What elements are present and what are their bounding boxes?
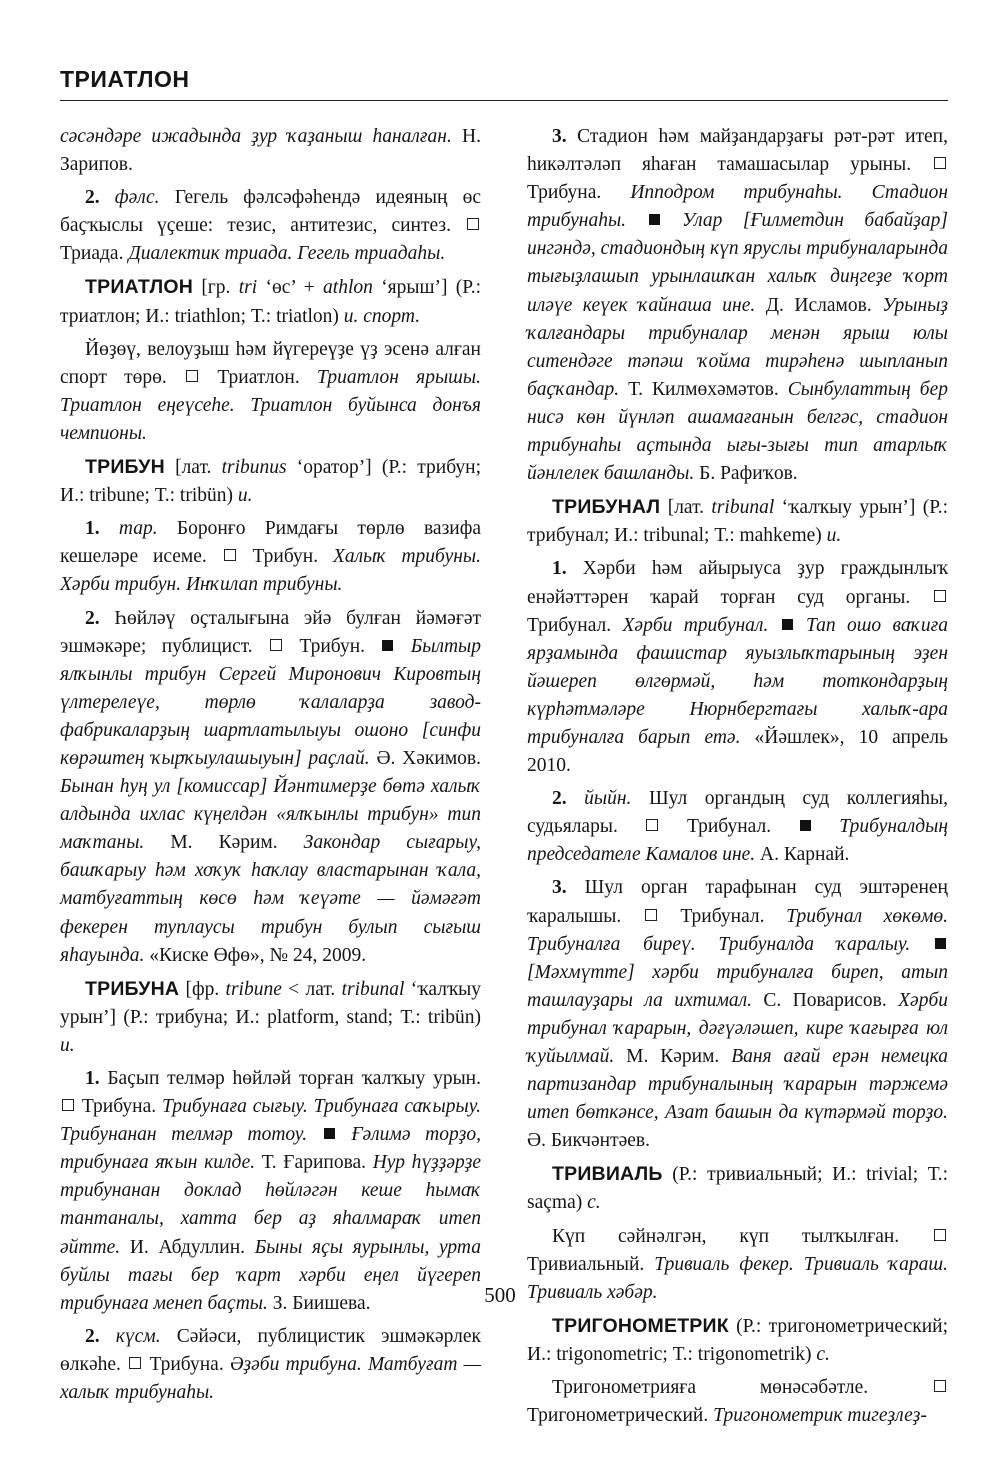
headword: ТРИБУНАЛ [552, 496, 661, 519]
empty-square-icon [62, 1099, 74, 1111]
text-run: «Йәшлек», 10 апрель 2010. [527, 726, 948, 777]
italic-text: Быны яҫы яурынлы, урта буйлы тағы бер ҡарт хәрби еңел йүгереп трибунаға менеп баҫты. [60, 1236, 481, 1314]
entry-paragraph [527, 555, 948, 780]
columns [60, 123, 948, 1435]
sense-number: 2. [85, 607, 100, 629]
italic-text: сәсәндәре ижадында ҙур ҡаҙаныш һаналған. [60, 126, 452, 147]
sense-number: 1. [85, 1068, 100, 1089]
italic-text: и. [237, 485, 253, 507]
italic-text: Әҙәби трибуна. Матбуғат — халыҡ трибунаһы. [60, 1353, 482, 1404]
running-head: ТРИАТЛОН [60, 62, 948, 101]
text-run: ‘өс’ + [257, 277, 324, 299]
text-run: Тривиальный. [527, 1253, 655, 1275]
black-square-icon [800, 820, 811, 831]
text-run: [гр. [193, 277, 239, 299]
headword: ТРИБУНА [85, 977, 180, 1000]
italic-text: фәлс. [99, 187, 160, 209]
text-run: Боронғо Римдағы төрлө вазифа кешеләре исеме. [60, 518, 481, 568]
italic-text: Халыҡ трибуны. Хәрби трибун. Инҡилап трибуны. [60, 546, 481, 596]
sense-number: 3. [552, 126, 567, 147]
italic-text: Сынбулаттың бер нисә көн йүнләп ашамағанын белгәс, стадион трибунаһы аҫтында ығы-зығы тип атарлыҡ йәнлелек башланды. [527, 378, 948, 485]
text-run: Триатлон. [200, 366, 318, 388]
empty-square-icon [934, 1380, 946, 1392]
text-run: Д. Исламов. [755, 294, 883, 316]
text-run: Күп сәйнәлгән, күп тылҡылған. [552, 1225, 932, 1247]
empty-square-icon [934, 157, 946, 169]
text-run: ‘ҡалҡыу урын’] (Р.: трибунал; И.: tribunal; Т.: mahkeme) [527, 497, 948, 547]
sense-number: 3. [552, 877, 567, 899]
text-run: А. Карнай. [755, 844, 850, 866]
empty-square-icon [467, 218, 479, 230]
italic-text: Хәрби трибунал ҡарарын, дәғүәләшеп, кире ҡағырға юл ҡуйылмай. [527, 989, 948, 1067]
text-run: Йөҙөү, велоуҙыш һәм йүгереүҙе үҙ эсенә алған спорт төрө. [60, 338, 481, 388]
entry-paragraph [60, 453, 481, 510]
empty-square-icon [186, 370, 198, 382]
entry-paragraph [60, 273, 481, 330]
headword: ТРИБУН [85, 456, 165, 479]
entry-paragraph [60, 1323, 481, 1407]
sense-number: 2. [85, 187, 100, 209]
text-run: Трибуна. [527, 182, 631, 204]
empty-square-icon [934, 1229, 946, 1241]
text-run: ‘оратор’] (Р.: трибун; И.: tribune; Т.: tribün) [60, 457, 481, 507]
text-run: Трибунал. [658, 905, 787, 927]
text-run: Т. Килмөхәмәтов. [619, 378, 788, 400]
italic-text: Улар [Ғилметдин бабайҙар] ингәндә, стадиондың күп яруслы трибуналарында тығыҙлашып урынлашҡан халыҡ диңгеҙе ҡорт иләүе кеүек ҡайнаша ине. [527, 210, 948, 316]
italic-text: и. спорт. [343, 305, 421, 327]
text-run: Н. Зарипов. [60, 126, 481, 176]
italic-text: Тривиаль фекер. Тривиаль ҡараш. Тривиаль хәбәр. [527, 1253, 948, 1303]
entry-paragraph [527, 1374, 948, 1430]
italic-text: Урыныҙ ҡалғандары трибуналар менән ярыш юлы ситендәге тәпәш ҡойма тирәһенә шыпланып баҫҡандар. [527, 294, 948, 400]
italic-text: tribune [225, 978, 282, 1000]
text-run: Баҫып телмәр һөйләй торған ҡалҡыу урын. [99, 1068, 481, 1089]
sense-number: 1. [552, 558, 567, 580]
black-square-icon [782, 619, 793, 630]
italic-text: Бынан һуң ул [комиссар] Йәнтимерҙе бөтә халыҡ алдында ихлас күңелдән «ялҡынлы трибун» тип маҡтаны. [60, 776, 481, 854]
italic-text: Хәрби трибунал. [622, 614, 780, 636]
italic-text: с. [587, 1192, 601, 1214]
black-square-icon [382, 640, 393, 651]
italic-text: тар. [99, 518, 158, 540]
text-run: (Р.: тривиальный; И.: trivial; Т.: saçma) [527, 1164, 948, 1214]
entry-paragraph [527, 785, 948, 869]
text-run: Ә. Бикчәнтәев. [527, 1130, 650, 1152]
italic-text: tribunal [711, 497, 775, 519]
text-run: < лат. [281, 978, 342, 1000]
text-run: М. Кәрим. [144, 832, 304, 854]
empty-square-icon [646, 819, 658, 831]
italic-text: Трибуналдың председателе Камалов ине. [527, 816, 948, 866]
italic-text: Ваня ағай ерән немецка партизандар трибуналының ҡарарын тәржемә итеп бөткәнсе, Азат башын да күтәрмәй торҙо. [527, 1046, 948, 1124]
text-run: Трибуна. [76, 1096, 163, 1118]
italic-text: күсм. [99, 1325, 161, 1347]
sense-number: 2. [85, 1325, 100, 1347]
italic-text: и. [60, 1034, 75, 1056]
italic-text: [Мәхмүтте] хәрби трибуналға биреп, атып ташлауҙары ла ихтимал. [527, 961, 948, 1011]
sense-number: 1. [85, 518, 100, 540]
italic-text: Триатлон ярышы. Триатлон еңеүсеһе. Триатлон буйынса донъя чемпионы. [60, 366, 481, 444]
text-run: И. Абдуллин. [120, 1236, 255, 1258]
italic-text: Нур һүҙҙәрҙе трибунанан доклад һөйләгән кеше һымаҡ тантаналы, хатта бер аҙ яһалмараҡ итеп әйтте. [60, 1152, 481, 1258]
text-run: Тригонометрияға мөнәсәбәтле. [552, 1377, 932, 1399]
text-run: Трибун. [284, 635, 381, 657]
entry-paragraph [60, 605, 481, 970]
italic-text: tribunus [221, 457, 287, 479]
italic-text: с. [816, 1343, 830, 1365]
black-square-icon [649, 214, 660, 225]
text-run: Трибунал. [660, 816, 798, 838]
entry-paragraph [60, 336, 481, 448]
headword: ТРИГОНОМЕТРИК [552, 1314, 729, 1337]
italic-text: Закондар сығарыу, башҡарыу һәм хоҡуҡ һаҡлау властарынан ҡала, матбуғаттың көсө һәм ҡеүәте — йәмәғәт фекерен туплаусы трибун булып сығыш яһауында. [60, 832, 482, 966]
entry-paragraph [60, 123, 481, 179]
entry-paragraph [60, 1065, 481, 1318]
text-run: Сәйәси, публицистик эшмәкәрлек өлкәһе. [60, 1325, 481, 1375]
text-run: Трибунал. [527, 614, 623, 636]
entry-paragraph [60, 975, 481, 1060]
text-run: С. Поварисов. [752, 989, 899, 1011]
entry-paragraph [60, 184, 481, 268]
text-run: Тригонометрический. [527, 1405, 714, 1427]
text-run: ‘ҡалҡыу урын’] (Р.: трибуна; И.: platform, stand; Т.: tribün) [60, 978, 481, 1028]
entry-paragraph [60, 515, 481, 599]
italic-text: Тригонометрик тигеҙлеҙ- [713, 1405, 927, 1427]
entry-paragraph [527, 123, 948, 488]
page-number: 500 [484, 1283, 516, 1307]
italic-text: Трибунаға сығыу. Трибунаға саҡырыу. Трибунанан телмәр тотоу. [60, 1096, 482, 1146]
empty-square-icon [224, 549, 236, 561]
text-run: Трибун. [237, 546, 333, 568]
text-run: Триада. [60, 243, 129, 265]
text-run: Шул орган тарафынан суд эштәренең ҡаралышы. [527, 877, 948, 927]
headword: ТРИАТЛОН [85, 276, 194, 299]
italic-text: tri [238, 277, 258, 299]
text-run: Шул органдың суд коллегияһы, судьялары. [527, 788, 948, 838]
text-run: (Р.: тригонометрический; И.: trigonometric; Т.: trigonometrik) [527, 1315, 948, 1365]
text-run: [фр. [179, 978, 226, 1000]
text-run: [лат. [660, 497, 712, 519]
empty-square-icon [934, 590, 946, 602]
text-run: Трибуна. [143, 1353, 230, 1375]
black-square-icon [935, 938, 946, 949]
text-run: Хәрби һәм айырыуса ҙур граждынлыҡ енәйәттәрен ҡарай торған суд органы. [527, 558, 948, 608]
empty-square-icon [129, 1357, 141, 1369]
text-run: З. Биишева. [267, 1292, 371, 1314]
right-column [527, 123, 948, 1435]
italic-text: йыйн. [566, 788, 632, 810]
empty-square-icon [270, 639, 282, 651]
text-run: Һөйләү оҫталығына эйә булған йәмәғәт эшмәкәре; публицист. [60, 607, 481, 657]
italic-text: Тап ошо ваҡиға ярҙамында фашистар яуызлыҡтарының эҙен йәшереп өлгөрмәй, һәм тоткондарҙың күрһәтмәләре Нюрнбергтағы халыҡ-ара трибуналға барып етә. [527, 614, 948, 748]
text-run: «Киске Өфө», № 24, 2009. [144, 944, 367, 966]
left-column [60, 123, 481, 1435]
entry-paragraph [527, 1312, 948, 1369]
text-run: ‘ярыш’] (Р.: триатлон; И.: triathlon; Т.: triatlon) [60, 277, 482, 327]
text-run: [лат. [164, 457, 222, 479]
text-run: Ә. Хәкимов. [369, 747, 481, 769]
italic-text: tribunal [341, 978, 405, 1000]
headword: ТРИВИАЛЬ [552, 1163, 663, 1186]
entry-paragraph [527, 874, 948, 1155]
text-run: Б. Рафиҡов. [694, 463, 798, 485]
entry-paragraph [527, 493, 948, 550]
text-run: Стадион һәм майҙандарҙағы рәт-рәт итеп, һикәлтәләп яһаған тамашасылар урыны. [527, 126, 948, 176]
empty-square-icon [645, 909, 657, 921]
sense-number: 2. [552, 788, 567, 810]
entry-paragraph [527, 1160, 948, 1217]
italic-text: athlon [323, 277, 373, 299]
italic-text: Диалектик триада. Гегель триадаһы. [128, 243, 446, 265]
italic-text: Ипподром трибунаһы. Стадион трибунаһы. [527, 182, 949, 232]
black-square-icon [324, 1128, 335, 1139]
text-run: Т. Ғарипова. [255, 1152, 373, 1174]
italic-text: Былтыр ялҡынлы трибун Сергей Миронович Кировтың үлтерелеүе, төрлө ҡалаларҙа завод-фабрикаларҙың шартлатылыуы ошоно [синфи көрәштең ҡырҡыулашыуын] раҫлай. [60, 635, 482, 769]
text-run: М. Кәрим. [614, 1046, 732, 1067]
italic-text: и. [826, 525, 842, 547]
text-run: Гегель фәлсәфәһендә идеяның өс баҫҡыслы үҫеше: тезис, антитезис, синтез. [60, 187, 481, 237]
italic-text: Ғәлимә торҙо, трибунаға яҡын килде. [60, 1124, 481, 1174]
italic-text: Трибунал хөкөмө. Трибуналға биреү. Трибуналда ҡаралыу. [527, 905, 949, 955]
